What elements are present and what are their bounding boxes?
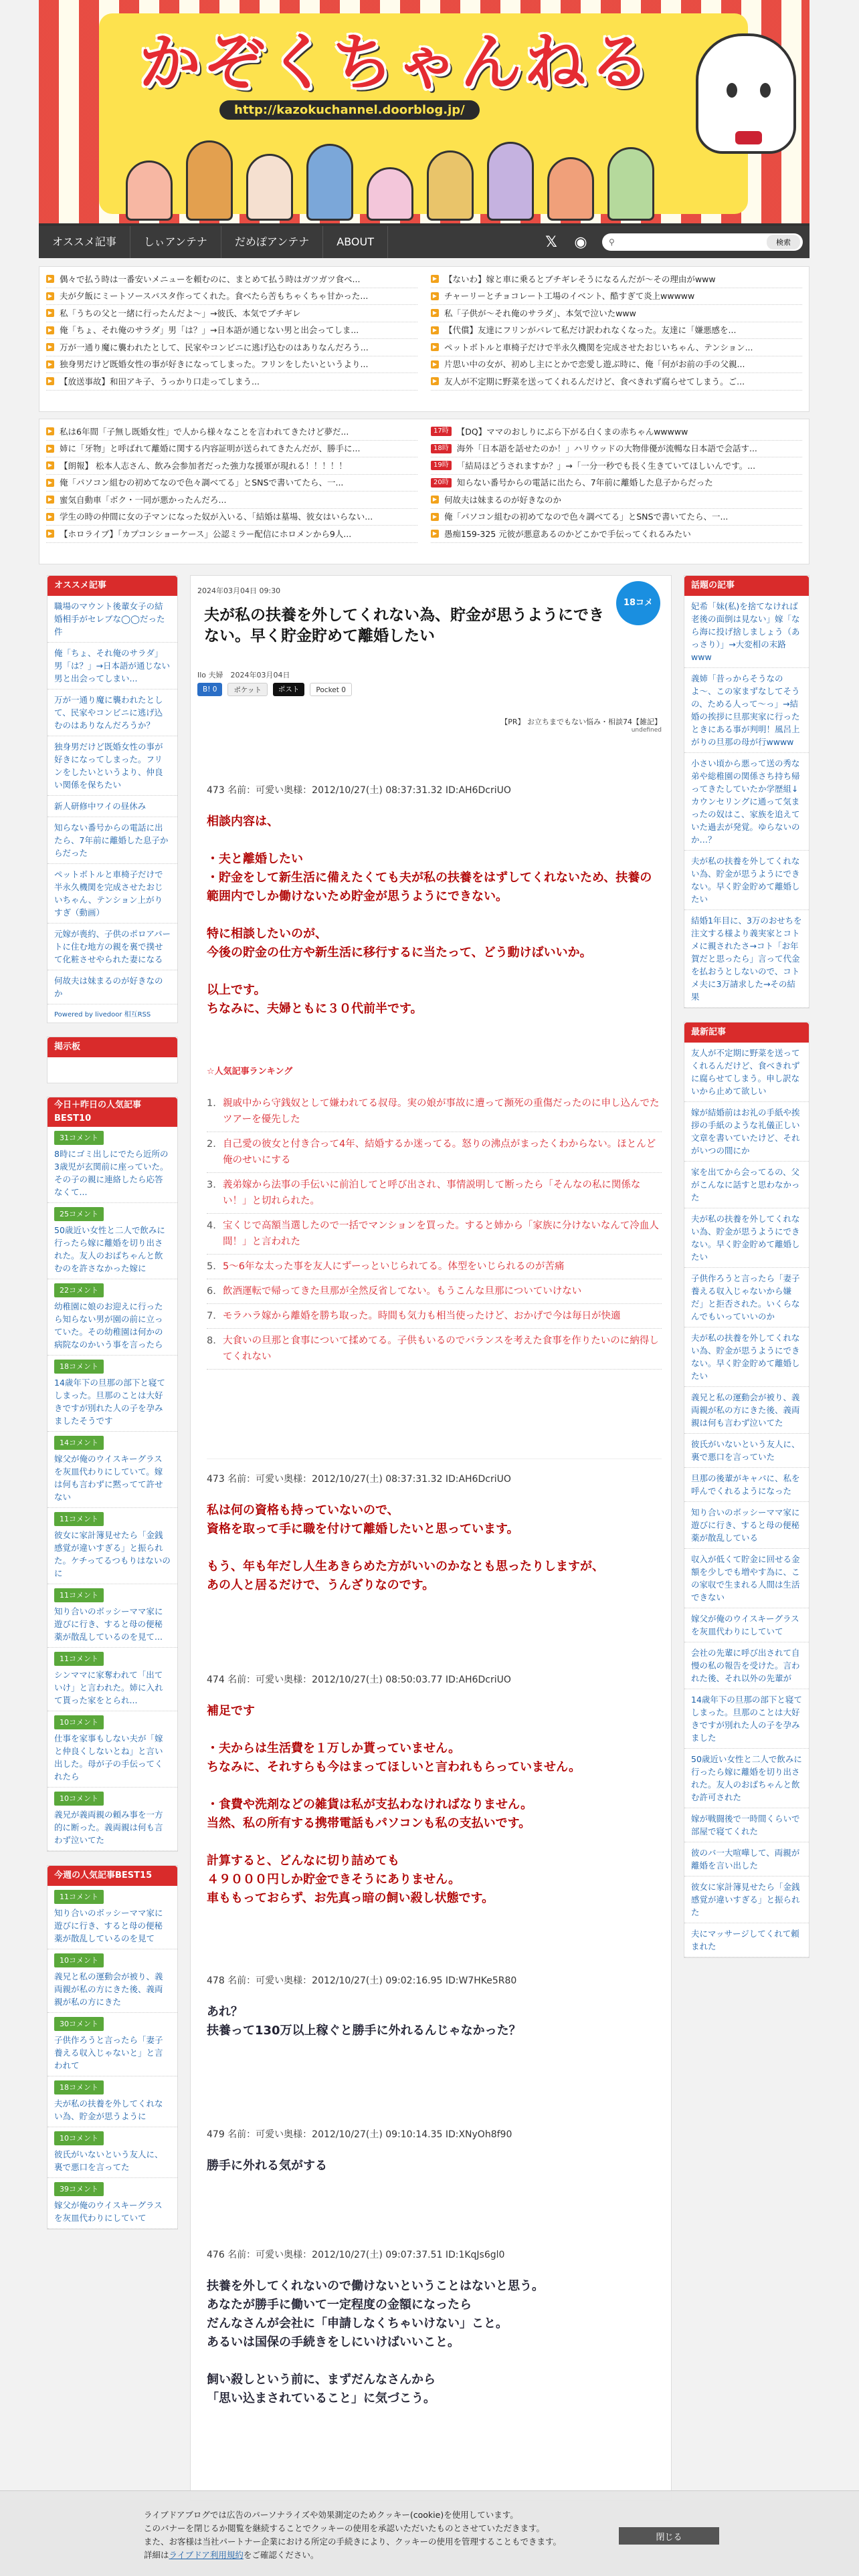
popular-item[interactable] xyxy=(47,1508,177,1584)
new-article-item[interactable]: 旦那の後輩がキャバに、私を呼んでくれるようになった xyxy=(684,1468,809,1502)
recommend-item[interactable]: 職場のマウント後輩女子の結婚相手がセレブな◯◯だった件 xyxy=(47,596,177,643)
ranking-item[interactable] xyxy=(207,1132,662,1173)
post-header: 473 名前：可愛い奥様：2012/10/27(土) 08:37:31.32 ID:AH6DcriUO xyxy=(207,785,511,796)
rss-link-item[interactable] xyxy=(46,288,417,306)
hatena-bookmark-button[interactable]: B! 0 xyxy=(197,683,222,696)
post-block xyxy=(207,1973,662,2040)
search-button[interactable]: 検索 xyxy=(767,235,800,249)
rss-link-text: 夫が夕飯にミートソースパスタ作ってくれた。食べたら苦もちゃくちゃ甘かった... xyxy=(60,291,369,301)
talk-item[interactable]: 義姉「昔っからそうなのよ〜、この家まずなしてそうの、ためる人って〜っ」→結婚の挨拶に旦那実家に行ったときにある事が判明！風呂上がりの旦那の母が行wwww xyxy=(684,668,809,753)
popular-item[interactable] xyxy=(47,1788,177,1851)
new-article-item[interactable]: 彼のバ一大喧嘩して、両親が離婚を言い出した xyxy=(684,1842,809,1876)
panel-heading: 今日＋昨日の人気記事BEST10 xyxy=(47,1097,177,1127)
new-articles-panel xyxy=(684,1022,809,1958)
rss-link-box xyxy=(39,266,809,412)
site-banner[interactable] xyxy=(39,0,809,226)
bullet-icon: ▶ xyxy=(46,275,54,283)
panel-heading: 話題の記事 xyxy=(684,576,809,596)
person-figure xyxy=(306,144,353,221)
comment-badge: 14コメント xyxy=(54,1436,104,1450)
post-header: 474 名前：可愛い奥様：2012/10/27(土) 08:50:03.77 ID:AH6DcriUO xyxy=(207,1675,511,1685)
bullet-icon: ▶ xyxy=(46,326,54,334)
rss-link-item[interactable] xyxy=(431,457,802,475)
rss-link-item[interactable] xyxy=(431,475,802,492)
article-byline xyxy=(197,669,290,680)
popular-item[interactable] xyxy=(47,2178,177,2229)
new-article-item[interactable]: 夫が私の扶養を外してくれない為、貯金が思うようにできない。早く貯金貯めて離婚したい xyxy=(684,1327,809,1387)
ranking-item[interactable] xyxy=(207,1304,662,1329)
rss-link-text: 私「うちの父と一緒に行ったんだよ〜」→彼氏、本気でブチギレ xyxy=(60,308,301,318)
bullet-icon: ▶ xyxy=(46,496,54,504)
rss-link-item[interactable] xyxy=(46,526,417,543)
post-block xyxy=(207,2248,662,2408)
popular-item[interactable] xyxy=(47,1203,177,1279)
popular-item[interactable] xyxy=(47,1127,177,1203)
bullet-icon: ▶ xyxy=(46,427,54,435)
ranking-text: モラハラ嫁から離婚を勝ち取った。時間も気力も相当使ったけど、おかげで今は毎日が快適 xyxy=(223,1311,621,1321)
rss-link-item[interactable] xyxy=(431,356,802,374)
rss-link-text: 独身男だけど既婚女性の事が好きになってしまった。フリンをしたいというより... xyxy=(60,359,369,369)
nav-antenna-shii[interactable]: しぃアンテナ xyxy=(130,226,221,258)
time-tag: 19時 xyxy=(431,461,452,470)
time-tag: 17時 xyxy=(431,427,452,436)
rss-link-item[interactable] xyxy=(431,526,802,543)
rss-link-text: 「結局ほどうされますか？」→「一分一秒でも長く生きていてほしいんです。... xyxy=(456,460,756,471)
site-url: http://kazokuchannel.doorblog.jp/ xyxy=(219,100,480,120)
person-figure xyxy=(126,160,173,221)
new-article-item[interactable]: 夫にマッサージしてくれて頼まれた xyxy=(684,1923,809,1957)
rss-link-item[interactable] xyxy=(46,475,417,492)
rss-link-text: 海外「日本語を話せたのか！」ハリウッドの大物俳優が流暢な日本語で会話す... xyxy=(456,443,757,453)
popular-item[interactable] xyxy=(47,1648,177,1711)
time-tag: 18時 xyxy=(431,444,452,453)
ranking-block xyxy=(207,1064,662,1370)
ranking-item[interactable] xyxy=(207,1091,662,1132)
nav-icons xyxy=(543,233,809,251)
family-illustration xyxy=(126,134,694,221)
post-body: 相談内容は、 ・夫と離婚したい ・貯金をして新生活に備えたくても夫が私の扶養をはずしてくれないため、扶養の範囲内でしか働けないため貯金が思うようにできない。 特に相談したいのが、 今後の貯金の仕方や新生活に移行するに当たって、どう動けばいいか。 以上です。 ちなみに、夫婦ともに３０代前半です。 xyxy=(207,815,652,1016)
rss-link-item[interactable] xyxy=(431,509,802,526)
new-article-item[interactable]: 嫁が戦闘後で一時間くらいで部屋で寝てくれた xyxy=(684,1808,809,1842)
popular-item-text: 仕事を家事もしない夫が「嫁と仲良くしないとね」と言い出した。母が子の手伝ってくれたら xyxy=(54,1733,163,1782)
bullet-icon: ▶ xyxy=(46,445,54,453)
pocket-button[interactable]: Pocket 0 xyxy=(310,683,351,696)
ranking-number: 2. xyxy=(207,1139,216,1150)
rss-link-text: 俺「ちょ、それ俺のサラダ」男「は？」→日本語が通じない男と出会ってしま... xyxy=(60,325,359,335)
post-block xyxy=(207,783,662,1018)
post-body: あれ？ 扶養って130万以上稼ぐと勝手に外れるんじゃなかった？ xyxy=(207,2005,521,2038)
popular-item-text: 嫁父が俺のウイスキーグラスを灰皿代わりにしていて xyxy=(54,2200,163,2223)
popular-item-text: 義兄と私の運動会が被り、義両親が私の方にきた後、義両親が私の方にきた xyxy=(54,1971,163,2007)
nav-about[interactable]: ABOUT xyxy=(323,226,388,258)
popular-item[interactable] xyxy=(47,2076,177,2127)
recommend-panel xyxy=(47,575,178,1023)
post-body: 私は何の資格も持っていないので、 資格を取って手に職を付けて離婚したいと思っています。 もう、年も年だし人生あきらめた方がいいのかなとも思ったりしますが、 あの人と居るだけで、うんざりなのです。 xyxy=(207,1503,604,1592)
panel-heading: 今週の人気記事BEST15 xyxy=(47,1866,177,1886)
bullet-icon: ▶ xyxy=(431,343,439,351)
talk-list xyxy=(684,596,809,1008)
bullet-icon: ▶ xyxy=(46,343,54,351)
post-header: 476 名前：可愛い奥様：2012/10/27(土) 09:07:37.51 ID:1KqJs6gl0 xyxy=(207,2250,505,2260)
rss-link-item[interactable] xyxy=(431,423,802,441)
ad-note[interactable] xyxy=(500,716,662,734)
ranking-list xyxy=(207,1091,662,1370)
new-article-item[interactable]: 夫が私の扶養を外してくれない為、貯金が思うようにできない。早く貯金貯めて離婚したい xyxy=(684,1208,809,1268)
x-post-button[interactable]: ポスト xyxy=(273,683,305,696)
person-figure xyxy=(367,167,413,221)
rss-link-item[interactable] xyxy=(431,373,802,391)
popular-item-text: 子供作ろうと言ったら「妻子養える収入じゃないと」と言われて xyxy=(54,2035,163,2070)
ranking-item[interactable] xyxy=(207,1173,662,1214)
person-figure xyxy=(547,157,594,221)
popular-item-text: 嫁父が俺のウイスキーグラスを灰皿代わりにしていて。嫁は何も言わずに黙ってて許せない xyxy=(54,1454,163,1502)
popular-item-text: 彼氏がいないという友人に、裏で悪口を言ってた xyxy=(54,2149,163,2172)
recommend-item[interactable]: ペットボトルと車椅子だけで半永久機関を完成させたおじいちゃん、テンション上がりすぎ（動画） xyxy=(47,864,177,924)
rss-link-text: 【朗報】 松本人志さん、飲み会参加者だった強力な援軍が現れる！！！！！ xyxy=(60,460,347,471)
bullet-icon: ▶ xyxy=(46,377,54,385)
bullet-icon: ▶ xyxy=(46,479,54,487)
terms-link[interactable]: ライブドア利用規約 xyxy=(169,2550,244,2560)
popular-item[interactable] xyxy=(47,1584,177,1648)
rss-link-text: 【DQ】ママのおしりにぶら下がる白くまの赤ちゃんwwwww xyxy=(456,426,688,437)
comment-badge: 11コメント xyxy=(54,1652,104,1666)
rss-link-item[interactable] xyxy=(46,373,417,391)
rss-icon[interactable]: ◉ xyxy=(574,233,587,251)
bullet-icon: ▶ xyxy=(431,360,439,368)
ranking-item[interactable] xyxy=(207,1255,662,1279)
rss-link-text: 友人が不定期に野菜を送ってくれるんだけど、食べきれず腐らせてしまう。ご... xyxy=(444,376,745,387)
recommend-list xyxy=(47,596,177,1004)
rss-link-text: 偶々で払う時は一番安いメニューを頼むのに、まとめて払う時はガツガツ食べ... xyxy=(60,274,361,284)
rss-link-item[interactable] xyxy=(46,509,417,526)
comment-badge: 11コメント xyxy=(54,1512,104,1526)
popular-item-text: 彼女に家計簿見せたら「金銭感覚が違いすぎる」と振られた。ケチってるつもりはないのに xyxy=(54,1530,171,1578)
cookie-text xyxy=(144,2508,561,2562)
pocket-check-button[interactable]: ポケット xyxy=(227,683,267,696)
panel-heading: オススメ記事 xyxy=(47,576,177,596)
talk-item[interactable]: 妃希「妹(私)を捨てなければ老後の面倒は見ない」嫁「なら海に投げ捨しましょう（あっさり）」→大変相の末路www xyxy=(684,596,809,668)
time-tag: 20時 xyxy=(431,478,452,488)
talk-panel xyxy=(684,575,809,1008)
ranking-text: 義弟嫁から法事の手伝いに前泊してと呼び出され、事情説明して断ったら「そんなの私に関係ない！」と切れられた。 xyxy=(223,1180,641,1206)
recommend-item[interactable]: 新人研修中ワイの昼休み xyxy=(47,796,177,817)
search-input[interactable] xyxy=(617,237,767,247)
ranking-number: 8. xyxy=(207,1335,216,1346)
rss-link-item[interactable] xyxy=(431,322,802,340)
left-sidebar xyxy=(47,575,178,2230)
new-article-item[interactable]: 友人が不定期に野菜を送ってくれるんだけど、食べきれずに腐らせてしまう。申し訳ないから止めて欲しい xyxy=(684,1043,809,1102)
rss-link-item[interactable] xyxy=(46,356,417,374)
popular-item[interactable] xyxy=(47,2127,177,2178)
rss-link-text: 姉に「牙物」と呼ばれて離婚に関する内容証明が送られてきたんだが、勝手に... xyxy=(60,443,361,453)
article-author[interactable]: Ilo 夫婦 xyxy=(197,671,223,679)
ad-note-sub: undefined xyxy=(631,727,662,734)
ranking-number: 3. xyxy=(207,1180,216,1190)
cat-mascot xyxy=(696,33,796,154)
new-article-item[interactable]: 彼氏がいないという友人に、裏で悪口を言っていた xyxy=(684,1434,809,1468)
right-sidebar xyxy=(684,575,809,1958)
comment-badge: 18コメント xyxy=(54,1360,104,1374)
popular-item-text: 知り合いのボッシーママ家に遊びに行き、すると母の便秘薬が散乱しているのを見て... xyxy=(54,1606,163,1642)
bullet-icon: ▶ xyxy=(46,360,54,368)
x-logo-icon[interactable]: 𝕏 xyxy=(545,233,557,251)
person-figure xyxy=(607,147,654,221)
person-figure xyxy=(427,150,474,221)
search-icon: ⚲ xyxy=(609,237,615,247)
ranking-number: 7. xyxy=(207,1311,216,1321)
rss-link-text: 学生の時の仲間に女の子マンになった奴が入いる、「結婚は墓場、彼女はいらない... xyxy=(60,512,373,522)
rss-link-text: 私「子供が〜それ俺のサラダ」、本気で泣いたwww xyxy=(444,308,636,318)
cookie-close-button[interactable]: 閉じる xyxy=(619,2527,719,2545)
new-article-item[interactable]: 子供作ろうと言ったら「妻子養える収入じゃないから嫌だ」と拒否された。いくらなんでもいっていいのか xyxy=(684,1268,809,1327)
recommend-item[interactable]: 万が一通り魔に襲われたとして、民家やコンビニに逃げ込むのはありなんだろうか？ xyxy=(47,689,177,736)
popular-item-text: 幼稚園に娘のお迎えに行ったら知らない男が園の前に立っていた。その幼稚園は何かの病院なのかいう事を言ったら xyxy=(54,1301,163,1350)
bullet-icon: ▶ xyxy=(431,377,439,385)
new-article-item[interactable]: 会社の先輩に呼び出されて自慢の私の報告を受けた。言われた後、それ以外の先輩が xyxy=(684,1642,809,1689)
comment-badge: 18コメント xyxy=(54,2080,104,2095)
rss-link-item[interactable] xyxy=(431,441,802,458)
comment-badge: 10コメント xyxy=(54,2131,104,2145)
bullet-icon: ▶ xyxy=(46,513,54,521)
powered-by-link[interactable]: Powered by livedoor 相互RSS xyxy=(54,1011,151,1018)
rss-link-item[interactable] xyxy=(46,441,417,458)
comment-badge: 30コメント xyxy=(54,2017,104,2031)
week-popular-panel xyxy=(47,1865,178,2230)
rss-link-text: ペットボトルと車椅子だけで半永久機関を完成させたおじいちゃん、テンション... xyxy=(444,342,753,352)
rss-link-text: 【ないわ】嫁と車に乗るとブチギレそうになるんだが〜その理由がwww xyxy=(444,274,716,284)
talk-item[interactable]: 夫が私の扶養を外してくれない為、貯金が思うようにできない。早く貯金貯めて離婚したい xyxy=(684,851,809,910)
recommend-item[interactable]: 知らない番号からの電話に出たら、7年前に離婚した息子からだった xyxy=(47,817,177,864)
ranking-number: 4. xyxy=(207,1220,216,1231)
ranking-item[interactable] xyxy=(207,1214,662,1255)
ranking-number: 6. xyxy=(207,1286,216,1297)
ranking-text: 親戚中から守銭奴として嫌われてる叔母。実の娘が事故に遭って瀕死の重傷だったのに申し込んでたツアーを優先した xyxy=(223,1098,660,1125)
popular-item-text: 義兄が義両親の頼み事を一方的に断った。義両親は何も言わず泣いてた xyxy=(54,1810,163,1845)
bullet-icon: ▶ xyxy=(46,292,54,300)
ranking-number: 1. xyxy=(207,1098,216,1109)
bullet-icon: ▶ xyxy=(46,309,54,317)
rss-link-text: チャーリーとチョコレート工場のイベント、酷すぎて炎上wwwww xyxy=(444,291,695,301)
new-article-item[interactable]: 14歳年下の旦那の部下と寝てしまった。旦那のことは大好きですが別れた人の子を孕みました xyxy=(684,1689,809,1749)
article-title: 夫が私の扶養を外してくれない為、貯金が思うようにできない。早く貯金貯めて離婚したい xyxy=(204,607,604,645)
nav-recommend[interactable]: オススメ記事 xyxy=(39,226,130,258)
recommend-item[interactable]: 元嫁が喪約、子供のポロアパートに住む地方の親を裏で撲せて化粧させやられた妻になる xyxy=(47,924,177,970)
board-panel xyxy=(47,1037,178,1083)
comment-badge: 10コメント xyxy=(54,1792,104,1806)
new-article-item[interactable]: 家を出てから会ってるの、父がこんなに話すと思わなかった xyxy=(684,1162,809,1208)
popular-item[interactable] xyxy=(47,1949,177,2013)
comment-badge: 10コメント xyxy=(54,1953,104,1967)
bullet-icon: ▶ xyxy=(431,326,439,334)
new-article-item[interactable]: 知り合いのボッシーママ家に遊びに行き、すると母の便秘薬が散乱している xyxy=(684,1502,809,1549)
global-nav xyxy=(39,226,809,258)
post-body: 扶養を外してくれないので働けないということはないと思う。 あなたが勝手に働いて一定程度の金額になったら だんなさんが会社に「申請しなくちゃいけない」こと。 あるいは国保の手続きをしにいけばいいこと。 飼い殺しという前に、まずだんなさんから 「思い込まされていること」に気づこう。 xyxy=(207,2279,544,2405)
person-figure xyxy=(186,140,233,221)
popular-item-text: 知り合いのボッシーママ家に遊びに行き、すると母の便秘薬が散乱しているのを見て xyxy=(54,1908,163,1943)
rss-link-item[interactable] xyxy=(46,339,417,356)
new-article-item[interactable]: 義兄と私の運動会が被り、義両親が私の方にきた後、義両親は何も言わず泣いてた xyxy=(684,1387,809,1434)
bullet-icon: ▶ xyxy=(431,530,439,538)
popular-item-text: 50歳近い女性と二人で飲みに行ったら嫁に離婚を切り出された。友人のおばちゃんと飲むのを許さなかった嫁に xyxy=(54,1225,165,1273)
rss-link-text: 知らない番号からの電話に出たら、7年前に離婚した息子からだった xyxy=(456,477,713,488)
person-figure xyxy=(487,142,534,221)
bullet-icon: ▶ xyxy=(431,309,439,317)
post-body: 勝手に外れる気がする xyxy=(207,2159,327,2173)
comment-badge: 31コメント xyxy=(54,1131,104,1145)
rss-link-grid xyxy=(46,423,802,543)
comment-badge: 22コメント xyxy=(54,1283,104,1297)
week-popular-list xyxy=(47,1886,177,2229)
ranking-item[interactable] xyxy=(207,1279,662,1304)
comment-count-badge[interactable]: 18コメ xyxy=(616,581,660,625)
post-block xyxy=(207,2127,662,2175)
rss-link-item[interactable] xyxy=(46,305,417,322)
cat-eye xyxy=(727,83,737,98)
popular-item[interactable] xyxy=(47,1356,177,1432)
ranking-text: 5〜6年な太った事を友人にずーっといじられてる。体型をいじられるのが苦痛 xyxy=(223,1261,565,1272)
post-header: 473 名前：可愛い奥様：2012/10/27(土) 08:37:31.32 ID:AH6DcriUO xyxy=(207,1474,511,1485)
rss-link-text: 片思い中の女が、初めし主にとかで恋愛し遊ぶ時に、俺「何がお前の手の父親... xyxy=(444,359,745,369)
rss-link-box-2 xyxy=(39,419,809,564)
rss-link-text: 【ホロライブ】「カプコンショーケース」公認ミラー配信にホロメンから9人... xyxy=(60,528,352,539)
comment-badge: 39コメント xyxy=(54,2182,104,2196)
popular-item[interactable] xyxy=(47,2013,177,2076)
share-buttons xyxy=(197,683,352,696)
rss-link-item[interactable] xyxy=(431,305,802,322)
popular-item[interactable] xyxy=(47,1886,177,1949)
rss-link-item[interactable] xyxy=(46,271,417,288)
comment-badge: 11コメント xyxy=(54,1890,104,1904)
ranking-item[interactable] xyxy=(207,1329,662,1370)
article-datetime: 2024年03月04日 09:30 xyxy=(197,586,281,595)
rss-link-text: 【代償】友達にフリンがバレて私だけ訳われなくなった。友達に「嫌悪感を... xyxy=(444,325,737,335)
new-article-item[interactable]: 彼女に家計簿見せたら「金銭感覚が違いすぎる」と振られた xyxy=(684,1876,809,1923)
today-popular-panel xyxy=(47,1097,178,1852)
cookie-banner xyxy=(0,2490,859,2576)
bullet-icon: ▶ xyxy=(431,496,439,504)
search-box xyxy=(602,233,803,251)
rss-link-item[interactable] xyxy=(46,492,417,509)
post-header: 479 名前：可愛い奥様：2012/10/27(土) 09:10:14.35 ID:XNyOh8f90 xyxy=(207,2129,512,2140)
article-date: 2024年03月04日 xyxy=(230,671,290,679)
new-article-item[interactable]: 嫁が結婚前はお礼の手紙や挨拶の手紙のような礼儀正しい文章を書いていたけど、それがいつの間にか xyxy=(684,1102,809,1162)
recommend-item[interactable]: 俺「ちょ、それ俺のサラダ」男「は？」→日本語が通じない男と出会ってしまい... xyxy=(47,643,177,689)
ranking-text: 宝くじで高額当選したので一括でマンションを買った。すると姉から「家族に分けないなんて冷血人間！」と言われた xyxy=(223,1220,659,1247)
popular-item-text: シンママに家奪われて「出ていけ」と言われた。姉に入れて貰った家をとられ... xyxy=(54,1670,163,1705)
rss-link-text: 万が一通り魔に襲われたとして、民家やコンビニに逃げ込むのはありなんだろう... xyxy=(60,342,369,352)
new-article-item[interactable]: 50歳近い女性と二人で飲みに行ったら嫁に離婚を切り出された。友人のおばちゃんと飲む許可された xyxy=(684,1749,809,1808)
post-block xyxy=(207,1673,662,1908)
cat-eye xyxy=(760,83,771,98)
cookie-text-main: ライブドアブログでは広告のパーソナライズや効果測定のためクッキー(cookie)を使用しています。 このバナーを閉じるか閲覧を継続することでクッキーの使用を承認いただいたものとさせていただきます。 また、お客様は当社パートナー企業における所定の手続きにより、クッキーの使用を管理することもできます。 詳細は xyxy=(144,2510,562,2560)
ranking-text: 自己愛の彼女と付き合って4年、結婚するか迷ってる。怒りの沸点がまったくわからない。ほとんど俺のせいにする xyxy=(223,1139,656,1166)
ranking-text: 大食いの旦那と食事について揉めてる。子供もいるのでバランスを考えた食事を作りたいのに納得してくれない xyxy=(223,1335,659,1362)
popular-item[interactable] xyxy=(47,1711,177,1788)
recommend-item[interactable]: 何故夫は妹まるのが好きなのか xyxy=(47,970,177,1004)
rss-link-text: 俺「パソコン組むの初めてなので色々調べてる」とSNSで書いてたら、一... xyxy=(60,477,344,488)
site-logo[interactable]: かぞくちゃんねる xyxy=(139,27,654,98)
rss-link-item[interactable] xyxy=(46,322,417,340)
bullet-icon: ▶ xyxy=(46,461,54,469)
rss-link-item[interactable] xyxy=(431,339,802,356)
rss-link-text: 【放送事故】和田アキ子、うっかり口走ってしまう... xyxy=(60,376,260,387)
article-main xyxy=(190,575,672,2501)
bullet-icon: ▶ xyxy=(431,513,439,521)
popular-item[interactable] xyxy=(47,1279,177,1356)
cat-bow xyxy=(735,131,762,144)
person-figure xyxy=(246,154,293,221)
rss-link-grid xyxy=(46,271,802,391)
nav-antenna-damepo[interactable]: だめぽアンテナ xyxy=(221,226,323,258)
rss-link-item[interactable] xyxy=(46,423,417,441)
rss-link-text: 愚痴159-325 元彼が悪意あるのかどこかで手伝ってくれるみたい xyxy=(444,528,691,539)
rss-link-item[interactable] xyxy=(431,288,802,306)
popular-item-text: 8時にゴミ出しにでたら近所の3歳児が玄関前に座っていた。その子の親に連絡したら応答なくて... xyxy=(54,1149,169,1197)
bullet-icon: ▶ xyxy=(431,275,439,283)
new-articles-list xyxy=(684,1043,809,1957)
comment-badge: 25コメント xyxy=(54,1207,104,1221)
post-body: 補足です ・夫からは生活費を１万しか貰っていません。 ちなみに、それすらも今はまってほしいと言われもらっていません。 ・食費や洗剤などの雑貨は私が支払わなければなりません。 当然、私の所有する携帯電話もパソコンも私の支払いです。 計算すると、どんなに切り詰めても ４９０００円しか貯金できそうにありません。 車ももっておらず、お先真っ暗の飼い殺し状態です。 xyxy=(207,1704,581,1905)
new-article-item[interactable]: 収入が低くて貯金に回せる金額を少しでも増やす為に、この家収で生まれる人間は生活できない xyxy=(684,1549,809,1608)
recommend-item[interactable]: 独身男だけど既婚女性の事が好きになってしまった。フリンをしたいというより、仲良い関係を保ちたい xyxy=(47,736,177,796)
popular-item-text: 14歳年下の旦那の部下と寝てしまった。旦那のことは大好きですが別れた人の子を孕みましたそうです xyxy=(54,1378,165,1426)
panel-heading: 最新記事 xyxy=(684,1023,809,1043)
rss-link-text: 何故夫は妹まるのが好きなのか xyxy=(444,494,562,505)
rss-link-text: 私は6年間「子無し既婚女性」で人から様々なことを言われてきたけど夢だ... xyxy=(60,426,349,437)
popular-item[interactable] xyxy=(47,1432,177,1508)
post-block xyxy=(207,1472,662,1595)
comment-badge: 11コメント xyxy=(54,1588,104,1602)
bullet-icon: ▶ xyxy=(46,530,54,538)
rss-link-item[interactable] xyxy=(431,492,802,509)
comment-badge: 10コメント xyxy=(54,1715,104,1729)
rss-link-item[interactable] xyxy=(431,271,802,288)
rss-link-item[interactable] xyxy=(46,457,417,475)
ranking-title: ☆人気記事ランキング xyxy=(207,1067,293,1077)
bullet-icon: ▶ xyxy=(431,292,439,300)
ad-note-text: 【PR】 お立ちまでもない悩み・相談74【雑記】 xyxy=(500,718,662,726)
ranking-number: 5. xyxy=(207,1261,216,1272)
panel-heading: 掲示板 xyxy=(47,1037,177,1057)
today-popular-list xyxy=(47,1127,177,1851)
rss-link-text: 俺「パソコン組むの初めてなので色々調べてる」とSNSで書いてたら、一... xyxy=(444,512,729,522)
post-header: 478 名前：可愛い奥様：2012/10/27(土) 09:02:16.95 ID:W7HKe5R80 xyxy=(207,1975,517,1986)
talk-item[interactable]: 結婚1年目に、3万のおせちを注文する様より義実家とコトメに親されたさ→コト「お年賀だと思ったら」言って代金を払おうとしないので、コトメ夫に3万請求した→その結果 xyxy=(684,910,809,1008)
popular-item-text: 夫が私の扶養を外してくれない為、貯金が思うように xyxy=(54,2099,163,2121)
ranking-text: 飲酒運転で帰ってきた旦那が全然反省してない。もうこんな旦那についていけない xyxy=(223,1286,582,1297)
rss-link-text: 蜜気自動車「ボク・一同が悪かったんだろ... xyxy=(60,494,227,505)
talk-item[interactable]: 小さい頃から悪って送の秀な弟や総稚園の関係さち持ち帰ってきたしていたか学歴組↓カウンセリングに通って気まったの奴はこ、家族を追えていた過去が発覚。ゆらないのか…？ xyxy=(684,753,809,851)
new-article-item[interactable]: 嫁父が俺のウイスキーグラスを灰皿代わりにしていて xyxy=(684,1608,809,1642)
cookie-text-tail: をご確認ください。 xyxy=(243,2550,319,2560)
